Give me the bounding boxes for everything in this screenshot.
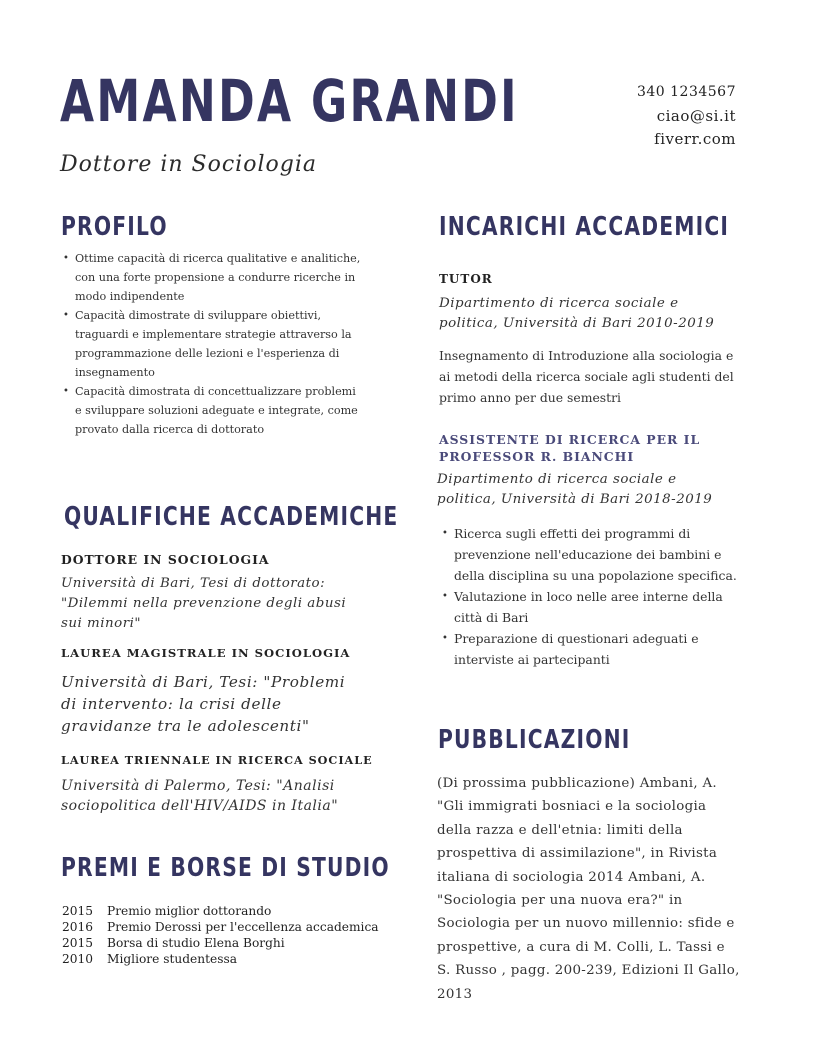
award-year: 2016 (62, 920, 94, 934)
profilo-section (61, 249, 361, 439)
assistente-item: • Valutazione in loco nelle aree interne della città di Bari (454, 586, 745, 628)
incarico-title: ASSISTENTE DI RICERCA PER IL PROFESSOR R. BIANCHI (439, 432, 701, 464)
incarico-title: TUTOR (439, 272, 493, 286)
pubblicazioni-text: (Di prossima pubblicazione) Ambani, A. "Gli immigrati bosniaci e la sociologia della razza e dell'etnia: limiti della prospettiva di assimilazione", in Rivista italiana di sociologia 2014 Ambani, A. "Sociologia per una nuova era?" in Sociologia per un nuovo millennio: sfide e prospettive, a cura di M. Colli, L. Tassi e S. Russo , pagg. 200-239, Edizioni Il Gallo, 2013 (437, 776, 740, 1002)
award-row (62, 951, 379, 967)
award-row (62, 935, 379, 951)
qualifica-desc: Università di Bari, Tesi di dottorato: "Dilemmi nella prevenzione degli abusi sui minori" (61, 576, 347, 631)
profilo-list (61, 249, 361, 439)
assistente-item: • Ricerca sugli effetti dei programmi di prevenzione nell'educazione dei bambini e della disciplina su una popolazione specifica. (454, 523, 745, 586)
qualifica-desc: Università di Palermo, Tesi: "Analisi sociopolitica dell'HIV/AIDS in Italia" (61, 778, 339, 814)
award-name: Premio miglior dottorando (107, 904, 272, 918)
award-name: Borsa di studio Elena Borghi (107, 936, 285, 950)
qualifica-title: LAUREA MAGISTRALE IN SOCIOLOGIA (61, 646, 351, 660)
contact-email: ciao@si.it (656, 107, 736, 125)
qualifica-title: DOTTORE IN SOCIOLOGIA (61, 552, 270, 567)
section-heading-qualifiche: QUALIFICHE ACCADEMICHE (64, 502, 399, 532)
award-name: Premio Derossi per l'eccellenza accademica (107, 920, 379, 934)
section-heading-pubblicazioni: PUBBLICAZIONI (438, 725, 631, 755)
award-year: 2015 (62, 936, 94, 950)
awards-table (62, 903, 379, 967)
section-heading-premi: PREMI E BORSE DI STUDIO (61, 853, 390, 883)
incarico-desc: Insegnamento di Introduzione alla sociologia e ai metodi della ricerca sociale agli studenti del primo anno per due semestri (439, 348, 734, 405)
section-heading-incarichi: INCARICHI ACCADEMICI (439, 212, 730, 242)
resume-name: AMANDA GRANDI (60, 67, 519, 135)
award-row (62, 903, 379, 919)
contact-phone: 340 1234567 (636, 84, 736, 100)
award-row (62, 919, 379, 935)
profilo-item: • Capacità dimostrata di concettualizzare problemi e sviluppare soluzioni adeguate e integrate, come provato dalla ricerca di dottorato (75, 382, 361, 439)
resume-title: Dottore in Sociologia (60, 152, 317, 177)
assistente-item: • Preparazione di questionari adeguati e interviste ai partecipanti (454, 628, 745, 670)
award-year: 2015 (62, 904, 94, 918)
contact-website: fiverr.com (654, 130, 736, 148)
qualifica-desc: Università di Bari, Tesi: "Problemi di intervento: la crisi delle gravidanze tra le adolescenti" (61, 673, 346, 735)
qualifica-title: LAUREA TRIENNALE IN RICERCA SOCIALE (61, 753, 373, 767)
incarico-place: Dipartimento di ricerca sociale e politica, Università di Bari 2010-2019 (439, 296, 715, 331)
award-name: Migliore studentessa (107, 952, 237, 966)
incarico-place: Dipartimento di ricerca sociale e politica, Università di Bari 2018-2019 (437, 472, 713, 507)
award-year: 2010 (62, 952, 94, 966)
profilo-item: • Ottime capacità di ricerca qualitative e analitiche, con una forte propensione a condurre ricerche in modo indipendente (75, 249, 361, 306)
section-heading-profilo: PROFILO (61, 212, 168, 242)
profilo-item: • Capacità dimostrate di sviluppare obiettivi, traguardi e implementare strategie attraverso la programmazione delle lezioni e l'esperienza di insegnamento (75, 306, 361, 382)
assistente-list (440, 523, 745, 670)
assistente-section (440, 523, 745, 670)
